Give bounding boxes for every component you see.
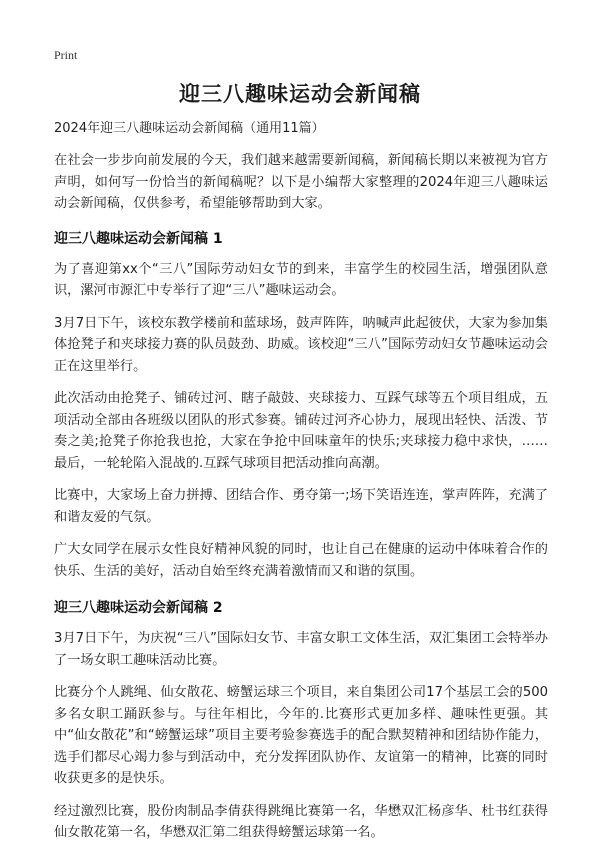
section-1-paragraph-4: 比赛中，大家场上奋力拼搏、团结合作、勇夺第一;场下笑语连连，掌声阵阵，充满了和谐友爱的气氛。 (54, 488, 548, 525)
page-title: 迎三八趣味运动会新闻稿 (179, 82, 421, 106)
article-body (54, 120, 548, 855)
section-2-paragraph-1: 3月7日下午，为庆祝“三八”国际妇女节、丰富女职工文体生活，双汇集团工会特举办了一场女职工趣味活动比赛。 (54, 631, 548, 668)
section-heading-1: 迎三八趣味运动会新闻稿 1 (54, 230, 223, 247)
section-1-paragraph-1: 为了喜迎第xx个“三八”国际劳动妇女节的到来，丰富学生的校园生活，增强团队意识，漯河市源汇中专举行了迎“三八”趣味运动会。 (54, 261, 548, 298)
section-1-paragraph-3: 此次活动由抢凳子、铺砖过河、瞎子敲鼓、夹球接力、互踩气球等五个项目组成，五项活动全部由各班级以团队的形式参赛。铺砖过河齐心协力，展现出轻快、活泼、节奏之美;抢凳子你抢我也抢，大家在争抢中回味童年的快乐;夹球接力稳中求快，……最后，一轮轮陷入混战的.互踩气球项目把活动推向高潮。 (54, 391, 548, 471)
article-subtitle: 2024年迎三八趣味运动会新闻稿（通用11篇） (54, 121, 325, 136)
section-heading-2: 迎三八趣味运动会新闻稿 2 (54, 600, 223, 616)
intro-paragraph: 在社会一步步向前发展的今天，我们越来越需要新闻稿，新闻稿长期以来被视为官方声明，如何写一份恰当的新闻稿呢？以下是小编帮大家整理的2024年迎三八趣味运动会新闻稿，仅供参考，希望能够帮助到大家。 (54, 153, 548, 211)
print-link[interactable]: Print (54, 48, 78, 62)
section-2-paragraph-2: 比赛分个人跳绳、仙女散花、螃蟹运球三个项目，来自集团公司17个基层工会的500多名女职工踊跃参与。与往年相比，今年的.比赛形式更加多样、趣味性更强。其中“仙女散花”和“螃蟹运球”项目主要考验参赛选手的配合默契精神和团结协作能力，选手们都尽心竭力参与到活动中，充分发挥团队协作、友谊第一的精神，比赛的同时收获更多的是快乐。 (54, 685, 548, 786)
section-1-paragraph-2: 3月7日下午，该校东教学楼前和蓝球场，鼓声阵阵，呐喊声此起彼伏，大家为参加集体抢凳子和夹球接力赛的队员鼓劲、助威。该校迎“三八”国际劳动妇女节趣味运动会正在这里举行。 (54, 315, 548, 374)
section-1-paragraph-5: 广大女同学在展示女性良好精神风貌的同时，也让自己在健康的运动中体味着合作的快乐、生活的美好，活动自始至终充满着激情而又和谐的氛围。 (54, 542, 548, 579)
section-2-paragraph-3: 经过激烈比赛，股份肉制品李倩获得跳绳比赛第一名，华懋双汇杨彦华、杜书红获得仙女散花第一名，华懋双汇第二组获得螃蟹运球第一名。 (54, 803, 548, 840)
